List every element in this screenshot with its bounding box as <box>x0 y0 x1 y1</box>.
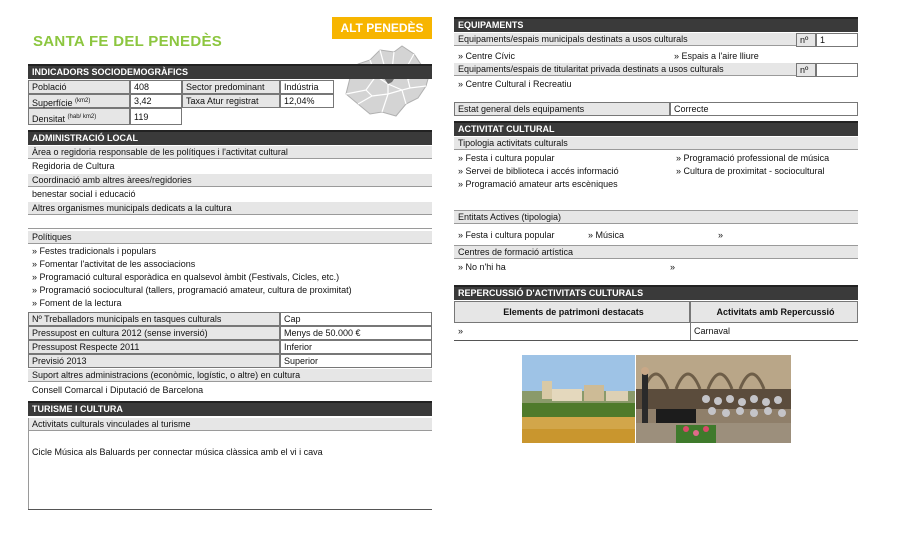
privats-n-label: nº <box>796 63 816 77</box>
respecte-value: Inferior <box>280 340 432 354</box>
activitat-header: ACTIVITAT CULTURAL <box>454 121 858 136</box>
concert-photo <box>636 355 791 443</box>
previsio-value: Superior <box>280 354 432 368</box>
repercussio-col1-header: Elements de patrimoni destacats <box>454 301 690 323</box>
respecte-label: Pressupost Respecte 2011 <box>28 340 280 354</box>
altres-label: Altres organismes municipals dedicats a la cultura <box>28 202 432 215</box>
area-value: Regidoria de Cultura <box>32 161 115 171</box>
suport-value: Consell Comarcal i Diputació de Barcelona <box>32 385 204 395</box>
coord-label: Coordinació amb altres àrees/regidories <box>28 174 432 187</box>
superficie-value: 3,42 <box>130 94 182 108</box>
centre-item: » No n'hi ha <box>458 262 506 272</box>
estat-label: Estat general dels equipaments <box>454 102 670 116</box>
densitat-value: 119 <box>130 108 182 125</box>
equipament-item: » Centre Cívic <box>458 51 516 61</box>
atur-label: Taxa Atur registrat <box>182 94 280 108</box>
entitat-item: » Música <box>588 230 625 240</box>
pressupost-value: Menys de 50.000 € <box>280 326 432 340</box>
pressupost-label: Pressupost en cultura 2012 (sense inversió) <box>28 326 280 340</box>
estat-value: Correcte <box>670 102 858 116</box>
politiques-label: Polítiques <box>28 231 432 244</box>
tipologia-item: » Programació amateur arts escèniques <box>458 179 618 189</box>
page-title: SANTA FE DEL PENEDÈS <box>33 33 223 50</box>
privats-label: Equipaments/espais de titularitat privada destinats a usos culturals <box>454 63 796 76</box>
tipologia-item: » Servei de biblioteca i accés informació <box>458 166 619 176</box>
turisme-header: TURISME I CULTURA <box>28 401 432 416</box>
entitat-item: » Festa i cultura popular <box>458 230 555 240</box>
municipals-label: Equipaments/espais municipals destinats a usos culturals <box>454 33 796 46</box>
superficie-label-text: Superfície <box>32 98 73 108</box>
atur-value: 12,04% <box>280 94 334 108</box>
repercussio-header: REPERCUSSIÓ D'ACTIVITATS CULTURALS <box>454 285 858 300</box>
treballadors-value: Cap <box>280 312 432 326</box>
divider <box>690 323 691 340</box>
turisme-sub: Activitats culturals vinculades al turisme <box>28 418 432 431</box>
tipologia-label: Tipologia activitats culturals <box>454 137 858 150</box>
turisme-text: Cicle Música als Baluards per connectar música clàssica amb el vi i cava <box>32 447 323 457</box>
densitat-unit: (hab/ km2) <box>67 114 97 120</box>
equipament-item: » Centre Cultural i Recreatiu <box>458 79 572 89</box>
comarca-map-icon <box>336 42 436 122</box>
equipament-item: » Espais a l'aire lliure <box>674 51 759 61</box>
divider <box>454 340 858 341</box>
municipals-n-value: 1 <box>816 33 858 47</box>
poblacio-label: Població <box>28 80 130 94</box>
sector-value: Indústria <box>280 80 334 94</box>
politica-item: » Programació sociocultural (tallers, programació amateur, cultura de proximitat) <box>32 285 352 295</box>
municipals-n-label: nº <box>796 33 816 47</box>
privats-n-value <box>816 63 858 77</box>
tipologia-item: » Festa i cultura popular <box>458 153 555 163</box>
politica-item: » Foment de la lectura <box>32 298 122 308</box>
divider <box>28 228 432 229</box>
poblacio-value: 408 <box>130 80 182 94</box>
centre-item: » <box>670 262 676 272</box>
densitat-label-text: Densitat <box>32 114 66 124</box>
centres-label: Centres de formació artística <box>454 245 858 259</box>
coord-value: benestar social i educació <box>32 189 136 199</box>
equipaments-header: EQUIPAMENTS <box>454 17 858 32</box>
repercussio-col2-value: Carnaval <box>694 326 731 336</box>
indicators-header: INDICADORS SOCIODEMOGRÀFICS <box>28 64 432 79</box>
sector-label: Sector predominant <box>182 80 280 94</box>
tipologia-item: » Programació professional de música <box>676 153 830 163</box>
divider <box>28 418 29 509</box>
densitat-label <box>28 108 130 125</box>
superficie-label <box>28 94 130 108</box>
entitats-label: Entitats Actives (tipologia) <box>454 210 858 224</box>
repercussio-col2-header: Activitats amb Repercussió <box>690 301 858 323</box>
superficie-unit: (km2) <box>75 98 91 104</box>
politica-item: » Programació cultural esporàdica en qualsevol àmbit (Festivals, Cicles, etc.) <box>32 272 340 282</box>
entitat-item: » <box>718 230 724 240</box>
area-label: Àrea o regidoria responsable de les polítiques i l'activitat cultural <box>28 146 432 159</box>
region-badge: ALT PENEDÈS <box>332 17 432 39</box>
suport-label: Suport altres administracions (econòmic, logístic, o altre) en cultura <box>28 369 432 382</box>
previsio-label: Previsió 2013 <box>28 354 280 368</box>
treballadors-label: Nº Treballadors municipals en tasques culturals <box>28 312 280 326</box>
admin-header: ADMINISTRACIÓ LOCAL <box>28 130 432 145</box>
tipologia-item: » Cultura de proximitat - sociocultural <box>676 166 825 176</box>
repercussio-col1-value: » <box>458 326 464 336</box>
politica-item: » Festes tradicionals i populars <box>32 246 157 256</box>
village-photo <box>522 355 635 443</box>
politica-item: » Fomentar l'activitat de les associacions <box>32 259 196 269</box>
divider <box>28 509 432 510</box>
